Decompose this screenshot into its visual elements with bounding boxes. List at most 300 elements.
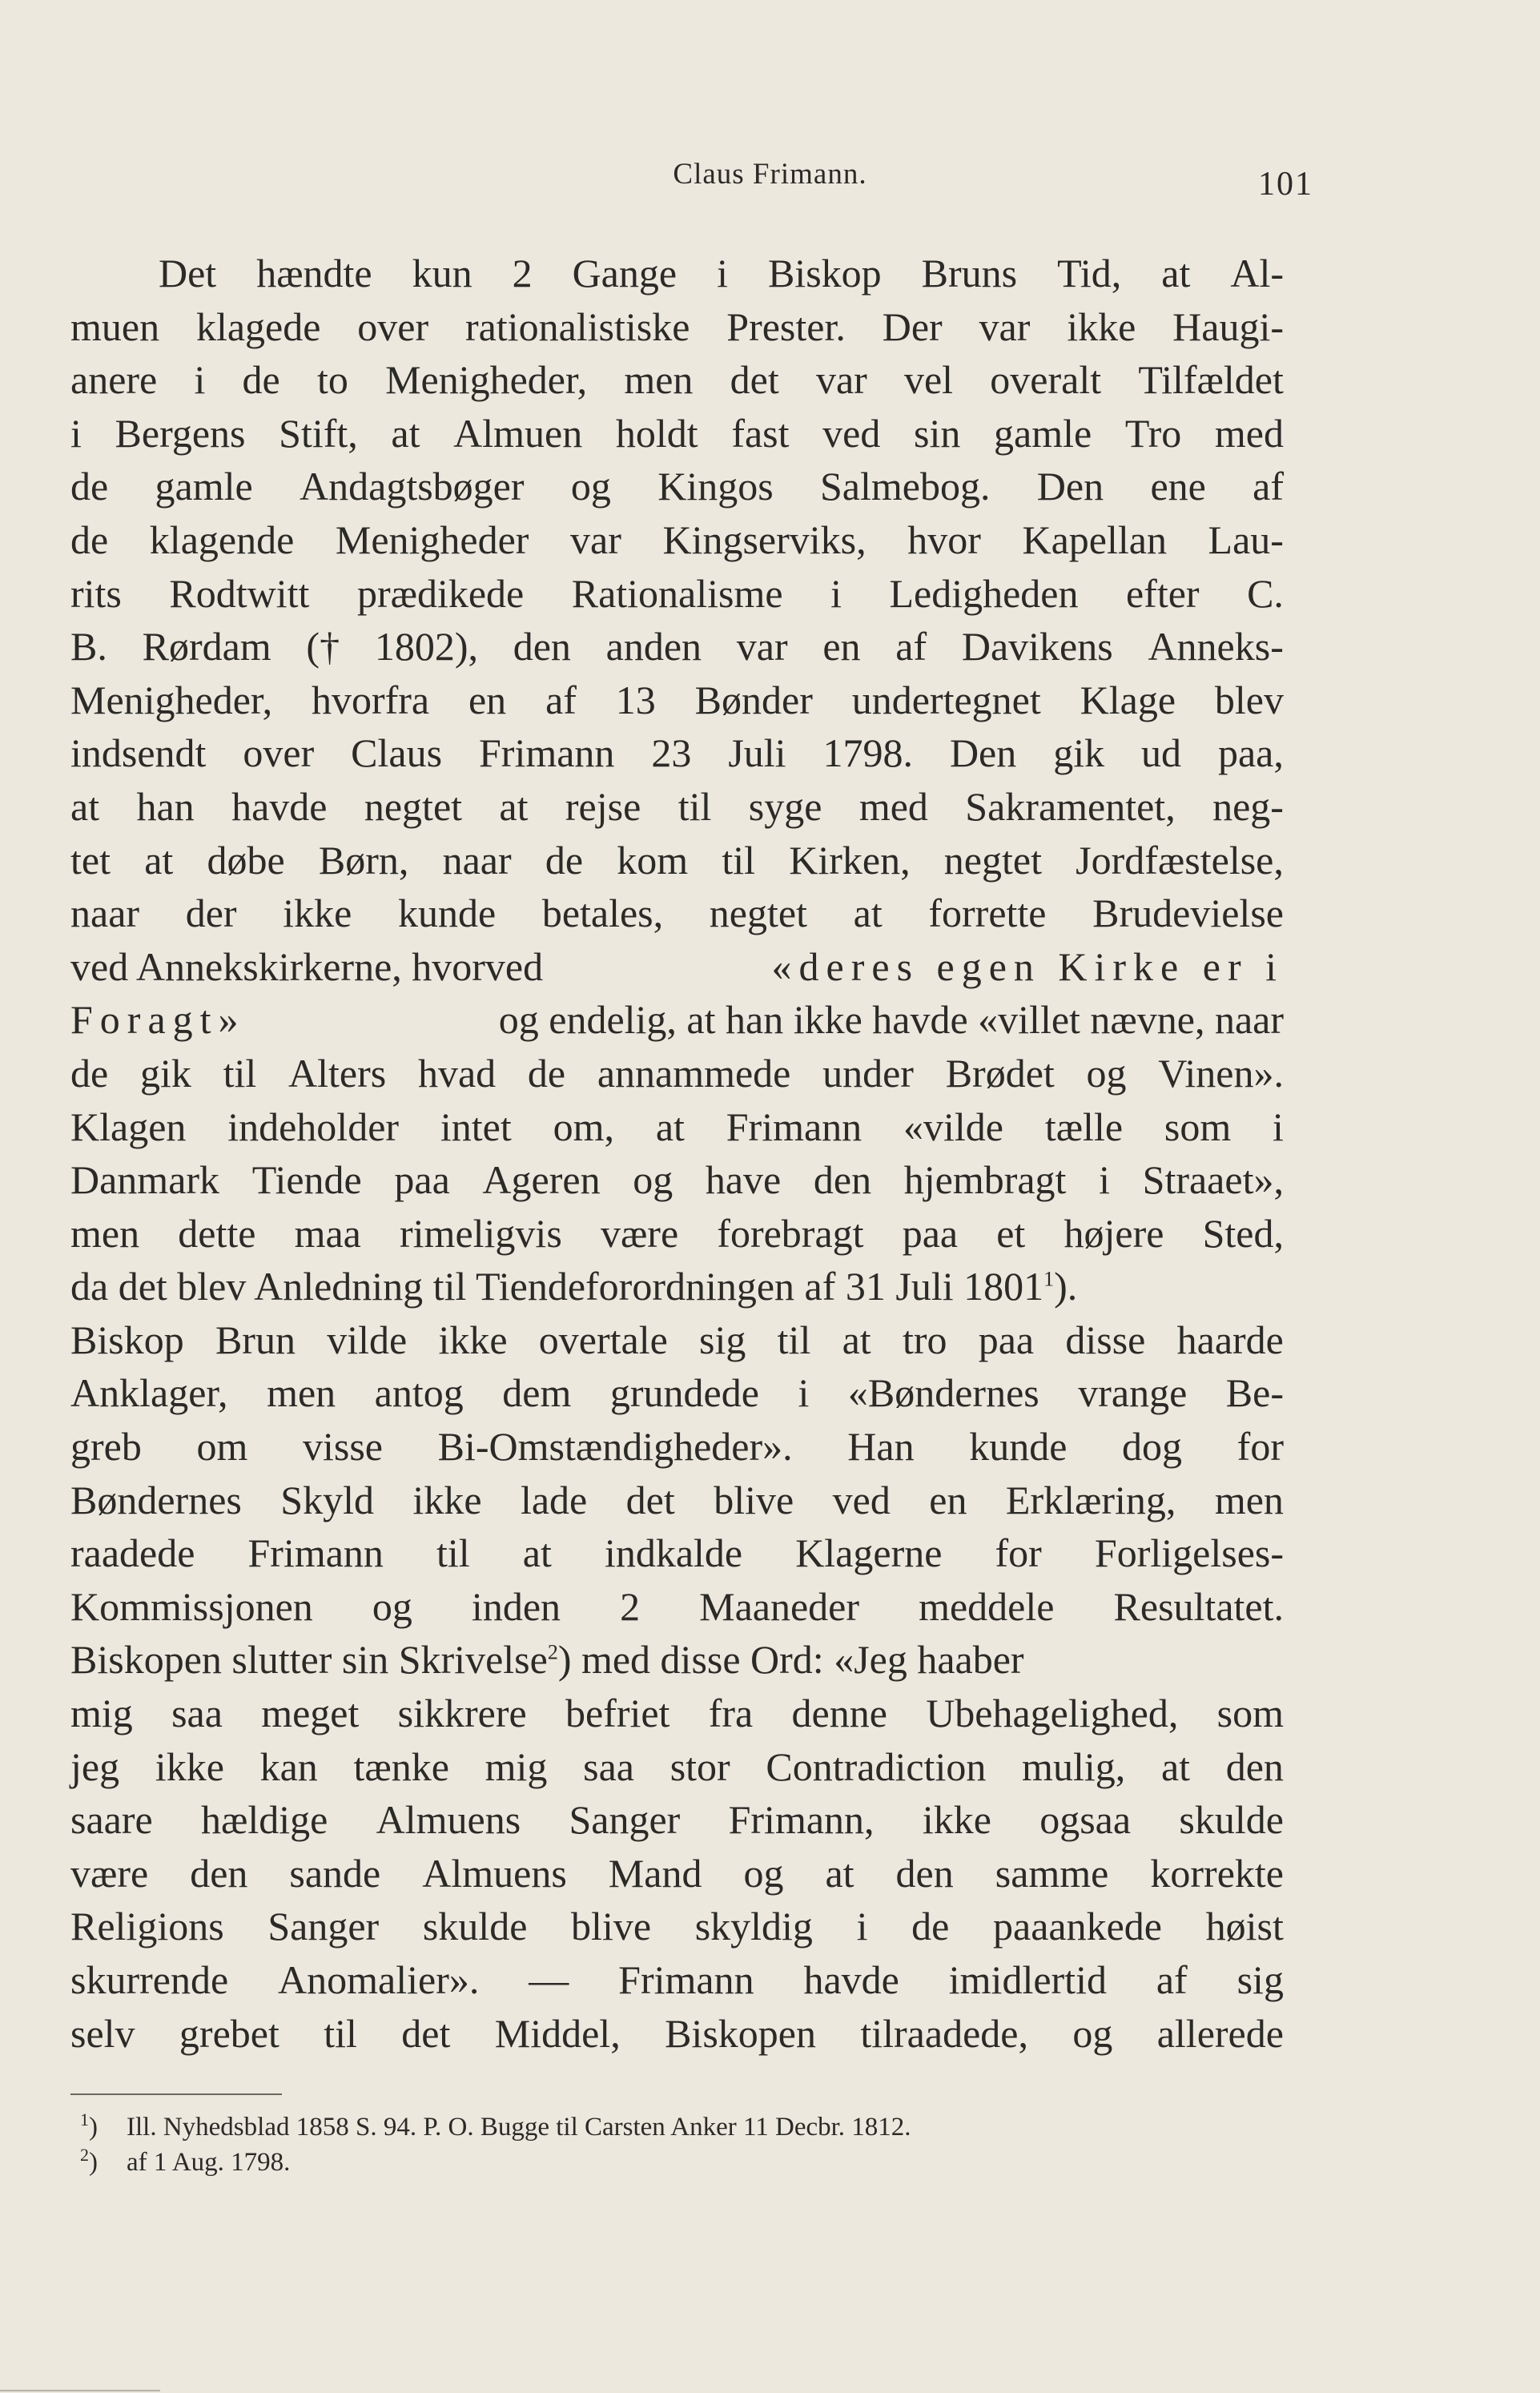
word: tælle (1044, 1104, 1124, 1149)
word: kan (259, 1743, 318, 1789)
word: Skyld (280, 1477, 374, 1522)
word: højere (1064, 1210, 1164, 1256)
word: Frimann (479, 730, 615, 776)
text-line (70, 1420, 1284, 1474)
word: og (633, 1157, 673, 1203)
word: at (1161, 251, 1191, 296)
footnote: $^1$) Ill. Nyhedsblad 1858 S. 94. P. O. Bugge til Carsten Anker 11 Decbr. 1812. (80, 2109, 911, 2142)
word: en (468, 677, 507, 722)
word: tilraadede, (860, 2010, 1028, 2056)
word: dog (1122, 1424, 1183, 1470)
text-line (70, 460, 1284, 513)
word: syge (748, 783, 822, 829)
footnotes (80, 2109, 1281, 2180)
word: sikkrere (397, 1691, 527, 1736)
word: men (70, 1210, 140, 1256)
word: overalt (990, 357, 1102, 403)
word: saa (583, 1743, 634, 1789)
word: Davikens (961, 624, 1113, 670)
word: ikke (283, 891, 352, 936)
word: Maaneder (699, 1583, 860, 1629)
text-line (70, 1900, 1284, 1953)
word: overtale (538, 1317, 668, 1362)
text-line (70, 1687, 1284, 1740)
word: de (242, 357, 280, 403)
word: Be- (1225, 1370, 1284, 1416)
word: skulde (422, 1904, 528, 1949)
word: efter (1125, 570, 1200, 616)
word: befriet (565, 1691, 670, 1736)
word: om (196, 1424, 248, 1470)
word: Lau- (1208, 517, 1284, 562)
word: den (813, 1157, 872, 1203)
text-line (70, 1526, 1284, 1580)
spaced-quote: Foragt» (70, 997, 246, 1043)
word: to (316, 357, 348, 403)
word: haarde (1176, 1317, 1284, 1362)
word: negtet (364, 783, 463, 829)
word: og (372, 1583, 412, 1629)
word: Menigheder, (70, 677, 273, 722)
word: at (144, 837, 174, 883)
word: saare (70, 1797, 153, 1843)
word: Klagerne (795, 1530, 943, 1576)
word: gik (139, 1050, 191, 1096)
word: Middel, (494, 2010, 621, 2056)
word: over (357, 304, 429, 349)
footnote-text: af 1 Aug. 1798. (127, 2148, 291, 2177)
word: Bønder (694, 677, 813, 722)
word: intet (440, 1104, 512, 1149)
footnote-text: Ill. Nyhedsblad 1858 S. 94. P. O. Bugge til Carsten Anker 11 Decbr. 1812. (127, 2113, 911, 2142)
word: paa, (1217, 730, 1284, 776)
word: Mand (608, 1850, 702, 1896)
word: 13 (615, 677, 656, 722)
word: Stift, (279, 410, 358, 456)
text-line (70, 1100, 1284, 1154)
word: Salmebog. (819, 464, 991, 509)
word: «vilde (903, 1104, 1003, 1149)
word: Frimann, (728, 1797, 875, 1843)
word: det (401, 2010, 451, 2056)
word: kunde (397, 891, 497, 936)
word: Kingos (657, 464, 774, 509)
word: Bi-Omstændigheder». (437, 1424, 793, 1470)
word: af (1253, 464, 1284, 509)
word: disse (1065, 1317, 1146, 1362)
word: at (825, 1850, 854, 1896)
word: Bruns (921, 251, 1018, 296)
word: sig (1236, 1957, 1284, 2002)
word: Der (882, 304, 943, 349)
word: «Bøndernes (847, 1370, 1039, 1416)
word: Tid, (1057, 251, 1122, 296)
word: B. (70, 624, 107, 670)
word: som (1216, 1691, 1284, 1736)
word: til (223, 1050, 257, 1096)
word: vrange (1078, 1370, 1188, 1416)
word: grundede (609, 1370, 759, 1416)
word: var (979, 304, 1031, 349)
text-line (70, 1474, 1284, 1527)
text-line (70, 1953, 1284, 2007)
word: mig (485, 1743, 548, 1789)
word: paaankede (993, 1904, 1162, 1949)
word: til (324, 2010, 357, 2056)
word: Biskop (767, 251, 882, 296)
footnote: $^2$) af 1 Aug. 1798. (80, 2145, 291, 2177)
word: blive (714, 1477, 794, 1522)
word: gamle (994, 410, 1092, 456)
word: og (1072, 2010, 1113, 2056)
text-segment: da det blev Anledning til Tiendeforordningen af 31 Juli 1801 (70, 1264, 1044, 1309)
word: en (822, 624, 861, 670)
word: den (1225, 1743, 1284, 1789)
word: Børn, (318, 837, 409, 883)
word: sande (289, 1850, 381, 1896)
word: de (911, 1904, 950, 1949)
word: vel (903, 357, 954, 403)
word: Frimann (618, 1957, 754, 2002)
word: havde (231, 783, 328, 829)
word: raadede (70, 1530, 195, 1576)
text-line (70, 674, 1284, 727)
word: til (436, 1530, 470, 1576)
text-segment: ) med disse Ord: «Jeg haaber (557, 1637, 1024, 1683)
word: ogsaa (1039, 1797, 1132, 1843)
word: visse (303, 1424, 383, 1470)
word: 2 (620, 1583, 641, 1629)
scan-edge-line (0, 2390, 160, 2391)
word: høist (1205, 1904, 1284, 1949)
word: en (929, 1477, 967, 1522)
word: i (1273, 1104, 1284, 1149)
text-line (70, 567, 1284, 621)
word: var (570, 517, 621, 562)
word: indeholder (227, 1104, 400, 1149)
word: Det (159, 251, 217, 296)
word: at (391, 410, 420, 456)
word: et (996, 1210, 1026, 1256)
word: Bergens (115, 410, 246, 456)
word: i (194, 357, 206, 403)
word: ikke (412, 1477, 482, 1522)
word: Haugi- (1172, 304, 1284, 349)
word: Ageren (482, 1157, 601, 1203)
text-segment: ). (1054, 1264, 1078, 1309)
text-line (70, 247, 1284, 300)
word: ikke (155, 1743, 224, 1789)
word: Rationalisme (571, 570, 783, 616)
text-line (70, 993, 1284, 1047)
word: Menigheder, (385, 357, 588, 403)
word: over (243, 730, 315, 776)
text-line (70, 1153, 1284, 1207)
word: som (1164, 1104, 1232, 1149)
word: klagede (195, 304, 321, 349)
word: inden (471, 1583, 561, 1629)
word: selv (70, 2010, 135, 2056)
word: meget (261, 1691, 360, 1736)
word: Kapellan (1022, 517, 1167, 562)
word: rits (70, 570, 122, 616)
word: Brun (215, 1317, 296, 1362)
word: i (830, 570, 842, 616)
word: stor (669, 1743, 730, 1789)
word: i (856, 1904, 868, 1949)
word: døbe (207, 837, 285, 883)
word: af (1156, 1957, 1188, 2002)
text-line (70, 620, 1284, 674)
word: Ledigheden (889, 570, 1079, 616)
text-segment: og endelig, at han ikke havde «villet nævne, naar (498, 997, 1284, 1043)
word: betales, (541, 891, 664, 936)
text-line (70, 353, 1284, 407)
word: Kingserviks, (662, 517, 867, 562)
text-line (70, 2007, 1284, 2061)
word: ene (1150, 464, 1206, 509)
word: paa (394, 1157, 450, 1203)
word: men (1214, 1477, 1284, 1522)
word: Almuens (422, 1850, 567, 1896)
word: Andagtsbøger (300, 464, 525, 509)
word: gik (1053, 730, 1105, 776)
word: være (70, 1850, 149, 1896)
word: kunde (969, 1424, 1068, 1470)
word: Religions (70, 1904, 224, 1949)
word: i (1099, 1157, 1110, 1203)
word: af (895, 624, 927, 670)
word: at (842, 1317, 871, 1362)
word: meddele (919, 1583, 1055, 1629)
word: greb (70, 1424, 142, 1470)
word: allerede (1156, 2010, 1284, 2056)
word: i (717, 251, 728, 296)
word: med (1214, 410, 1284, 456)
word: Brødet (945, 1050, 1055, 1096)
word: Ubehagelighed, (926, 1691, 1179, 1736)
word: kom (617, 837, 689, 883)
body-text (70, 247, 1284, 2060)
word: paa (902, 1210, 959, 1256)
word: C. (1247, 570, 1284, 616)
word: de (545, 837, 584, 883)
text-line (70, 834, 1284, 887)
text-line (70, 1740, 1284, 1794)
word: Kommissjonen (70, 1583, 313, 1629)
word: imidlertid (948, 1957, 1107, 2002)
word: rejse (565, 783, 641, 829)
word: var (815, 357, 867, 403)
word: ved (832, 1477, 891, 1522)
word: ikke (922, 1797, 991, 1843)
footnote-ref: 2 (547, 1640, 558, 1664)
word: at (853, 891, 883, 936)
word: at (499, 783, 529, 829)
word: Anomalier». (278, 1957, 480, 2002)
word: kun (412, 251, 472, 296)
text-segment: ved Annekskirkerne, hvorved (70, 943, 544, 989)
word: Kirken, (789, 837, 911, 883)
word: med (858, 783, 928, 829)
text-line (70, 1633, 1284, 1687)
word: i (798, 1370, 810, 1416)
word: tænke (353, 1743, 449, 1789)
word: hændte (256, 251, 372, 296)
word: maa (294, 1210, 361, 1256)
word: saa (171, 1691, 223, 1736)
word: hældige (200, 1797, 328, 1843)
word: annammede (597, 1050, 791, 1096)
word: fast (731, 410, 790, 456)
word: de (70, 464, 109, 509)
word: anere (70, 357, 158, 403)
word: for (1236, 1424, 1284, 1470)
word: blive (571, 1904, 652, 1949)
word: grebet (179, 2010, 279, 2056)
word: jeg (70, 1743, 120, 1789)
word: dette (178, 1210, 256, 1256)
word: Rørdam (142, 624, 271, 670)
word: anden (605, 624, 702, 670)
word: rimeligvis (400, 1210, 562, 1256)
word: Brudevielse (1092, 891, 1284, 936)
text-line (70, 1313, 1284, 1367)
word: Jordfæstelse, (1076, 837, 1284, 883)
word: 2 (512, 251, 533, 296)
word: der (185, 891, 237, 936)
word: Frimann (726, 1104, 862, 1149)
footnote-mark: 1 (80, 2109, 89, 2130)
word: Resultatet. (1113, 1583, 1284, 1629)
word: negtet (709, 891, 807, 936)
word: Sakramentet, (965, 783, 1176, 829)
word: og (570, 464, 611, 509)
word: var (736, 624, 788, 670)
text-line (70, 1793, 1284, 1847)
word: Anklager, (70, 1370, 228, 1416)
word: denne (791, 1691, 887, 1736)
word: († (306, 624, 340, 670)
word: de (70, 1050, 109, 1096)
word: gamle (155, 464, 253, 509)
word: lade (520, 1477, 588, 1522)
word: at (1160, 1743, 1191, 1789)
footnote-ref: 1 (1043, 1267, 1055, 1291)
word: dem (502, 1370, 572, 1416)
word: naar (442, 837, 512, 883)
word: Juli (728, 730, 786, 776)
word: Danmark (70, 1157, 220, 1203)
word: til (722, 837, 756, 883)
word: Alters (288, 1050, 387, 1096)
text-line (70, 407, 1284, 461)
text-line (70, 513, 1284, 567)
word: Rodtwitt (169, 570, 310, 616)
word: sin (914, 410, 961, 456)
page-number: 101 (1258, 166, 1313, 203)
word: den (895, 1850, 954, 1896)
footnote-mark: 2 (80, 2145, 89, 2165)
word: negtet (943, 837, 1042, 883)
text-line (70, 1847, 1284, 1900)
word: de (527, 1050, 566, 1096)
word: Klagen (70, 1104, 187, 1149)
word: under (822, 1050, 914, 1096)
word: Den (1036, 464, 1104, 509)
word: Forligelses- (1094, 1530, 1284, 1576)
text-segment: Biskopen slutter sin Skrivelse (70, 1637, 548, 1683)
spaced-quote: «deres egen Kirke er i (771, 943, 1284, 989)
word: hvorfra (311, 677, 430, 722)
text-line (70, 1207, 1284, 1261)
word: Erklæring, (1005, 1477, 1176, 1522)
word: det (625, 1477, 675, 1522)
running-header: Claus Frimann. (673, 158, 867, 191)
word: — (529, 1957, 569, 2002)
word: Frimann (247, 1530, 384, 1576)
word: skulde (1179, 1797, 1284, 1843)
word: Prester. (726, 304, 846, 349)
word: muen (70, 304, 160, 349)
text-line (70, 1580, 1284, 1634)
word: til (777, 1317, 811, 1362)
word: Almuens (376, 1797, 521, 1843)
word: forebragt (717, 1210, 864, 1256)
word: fra (708, 1691, 754, 1736)
word: holdt (615, 410, 698, 456)
word: Biskopen (665, 2010, 816, 2056)
word: Sanger (267, 1904, 380, 1949)
word: Gange (572, 251, 678, 296)
word: Almuen (453, 410, 583, 456)
word: men (267, 1370, 336, 1416)
word: mig (70, 1691, 133, 1736)
word: forrette (928, 891, 1047, 936)
word: Bøndernes (70, 1477, 242, 1522)
word: Menigheder (335, 517, 529, 562)
word: Biskop (70, 1317, 184, 1362)
word: korrekte (1150, 1850, 1284, 1896)
word: tro (902, 1317, 947, 1362)
word: Han (847, 1424, 915, 1470)
word: Anneks- (1148, 624, 1284, 670)
word: antog (374, 1370, 464, 1416)
text-line (70, 940, 1284, 994)
word: hjembragt (903, 1157, 1067, 1203)
text-line (70, 300, 1284, 354)
text-line (70, 726, 1284, 780)
word: Claus (351, 730, 443, 776)
word: Den (949, 730, 1017, 776)
word: være (600, 1210, 679, 1256)
word: prædikede (356, 570, 525, 616)
word: Sanger (569, 1797, 681, 1843)
text-line (70, 887, 1284, 940)
text-line (70, 1260, 1284, 1313)
word: indkalde (604, 1530, 743, 1576)
word: Contradiction (766, 1743, 987, 1789)
word: i (70, 410, 82, 456)
word: indsendt (70, 730, 207, 776)
word: Vinen». (1158, 1050, 1284, 1096)
word: rationalistiske (464, 304, 690, 349)
word: for (995, 1530, 1042, 1576)
word: om, (553, 1104, 614, 1149)
word: 23 (651, 730, 692, 776)
word: naar (70, 891, 140, 936)
footnote-divider (70, 2093, 282, 2095)
